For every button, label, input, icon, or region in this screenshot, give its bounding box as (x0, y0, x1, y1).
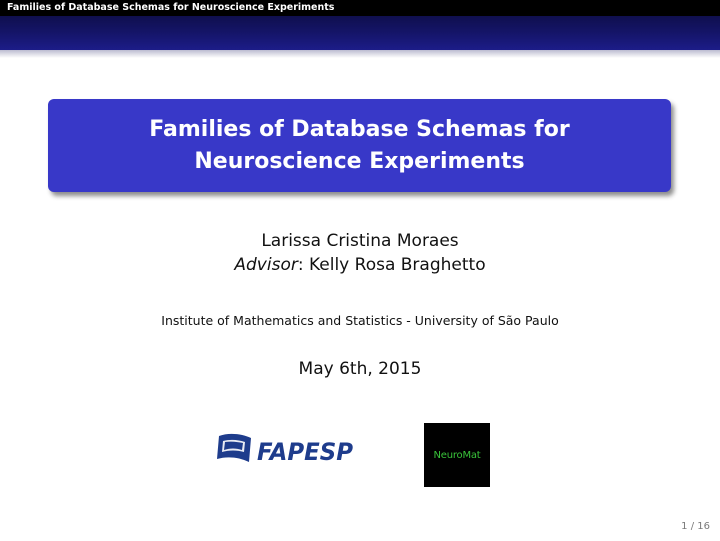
title-block (48, 99, 671, 192)
advisor-line (0, 253, 720, 277)
institute-name: Institute of Mathematics and Statistics - University of São Paulo (161, 313, 559, 328)
neuromat-logo-text: NeuroMat (433, 449, 481, 461)
header-band (0, 16, 720, 50)
fapesp-logo (213, 432, 355, 466)
title-line-2: Neuroscience Experiments (194, 148, 525, 174)
slide-headline: Families of Database Schemas for Neuroscience Experiments (0, 0, 720, 16)
header-shadow (0, 50, 720, 58)
page-number: 1 / 16 (681, 521, 710, 532)
author-name: Larissa Cristina Moraes (261, 231, 459, 251)
presentation-date: May 6th, 2015 (298, 359, 422, 379)
advisor-name: : Kelly Rosa Braghetto (297, 255, 486, 275)
fapesp-logo-text: FAPESP (257, 438, 354, 466)
title-line-1: Families of Database Schemas for (149, 116, 570, 142)
advisor-label: Advisor (234, 255, 298, 275)
neuromat-logo (424, 423, 490, 487)
